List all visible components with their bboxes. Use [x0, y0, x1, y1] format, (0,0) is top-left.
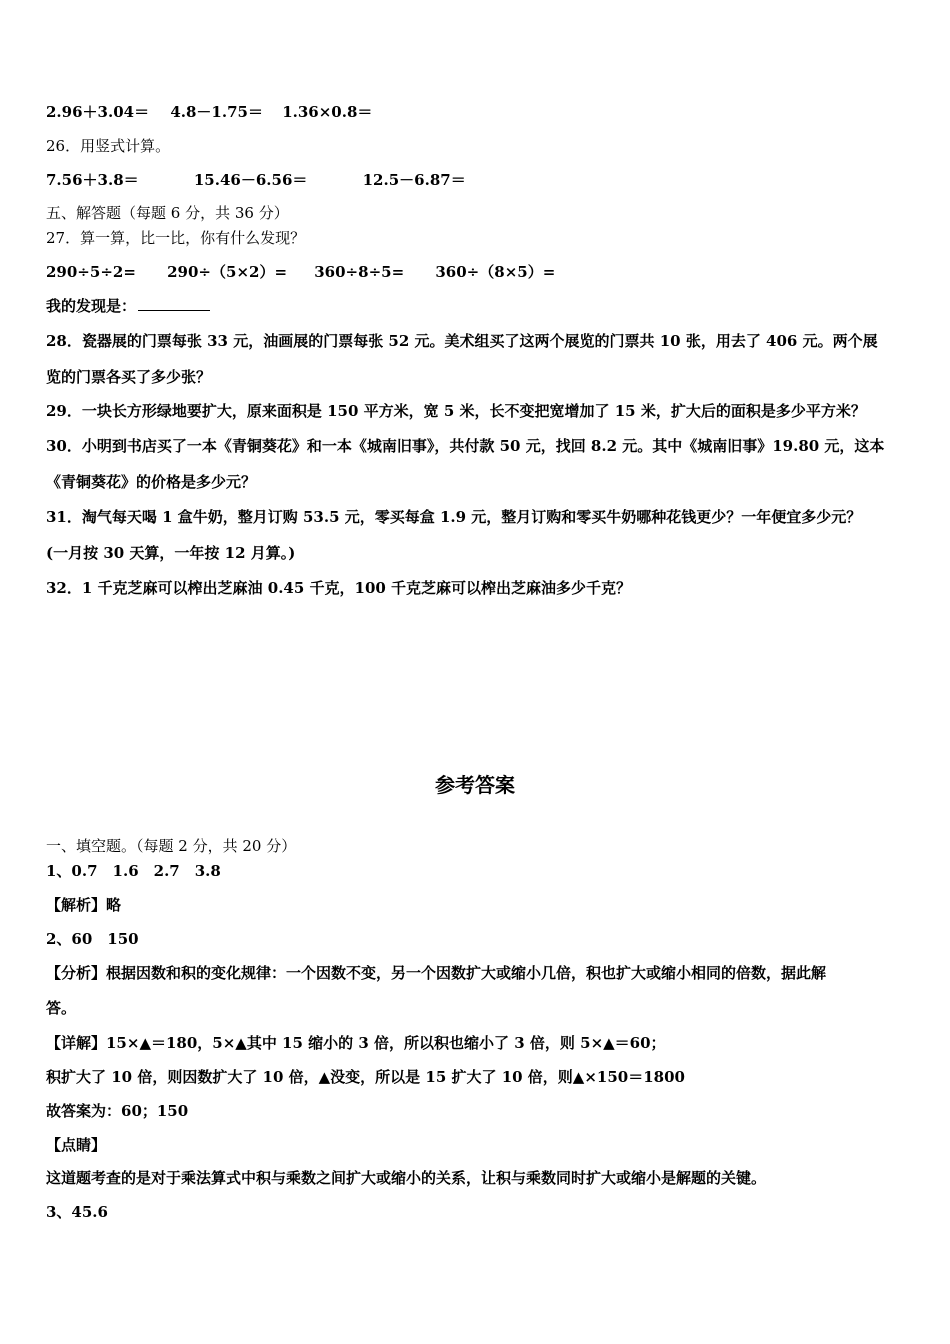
- answer-blank: [138, 296, 210, 311]
- expr: 290÷（5×2）=: [167, 263, 288, 281]
- answer-1-note: 【解析】略: [46, 896, 122, 914]
- expr-row-2: [46, 170, 466, 190]
- expr: 290÷5÷2=: [46, 263, 136, 281]
- answer-2-analysis-line-2: 答。: [46, 999, 77, 1017]
- expr: 15.46－6.56＝: [193, 171, 308, 189]
- answer-2-tip-label: 【点睛】: [46, 1136, 107, 1154]
- question-30-line-1: 30．小明到书店买了一本《青铜葵花》和一本《城南旧事》，共付款 50 元，找回 8.2 元。其中《城南旧事》19.80 元，这本: [46, 437, 885, 455]
- question-31-line-2: (一月按 30 天算，一年按 12 月算。): [46, 544, 296, 562]
- answer-2-detail-line-1: 【详解】15×▲＝180，5×▲其中 15 缩小的 3 倍，所以积也缩小了 3 倍，则 5×▲＝60；: [46, 1034, 666, 1052]
- answer-2: 2、60 150: [46, 930, 139, 948]
- answer-3: 3、45.6: [46, 1203, 108, 1221]
- answer-1: 1、0.7 1.6 2.7 3.8: [46, 862, 221, 880]
- answer-2-tip-text: 这道题考查的是对于乘法算式中积与乘数之间扩大或缩小的关系，让积与乘数同时扩大或缩小是解题的关键。: [46, 1169, 767, 1187]
- answers-title: 参考答案: [435, 773, 515, 797]
- question-28-line-1: 28．瓷器展的门票每张 33 元，油画展的门票每张 52 元。美术组买了这两个展览的门票共 10 张，用去了 406 元。两个展: [46, 332, 878, 350]
- expr: 4.8－1.75＝: [170, 103, 263, 121]
- question-32: 32．1 千克芝麻可以榨出芝麻油 0.45 千克，100 千克芝麻可以榨出芝麻油多少千克？: [46, 579, 632, 597]
- question-28-line-2: 览的门票各买了多少张？: [46, 368, 212, 386]
- question-29: 29．一块长方形绿地要扩大，原来面积是 150 平方米，宽 5 米，长不变把宽增加了 15 米，扩大后的面积是多少平方米？: [46, 402, 866, 420]
- finding-line: [46, 296, 210, 316]
- question-26: 26．用竖式计算。: [46, 137, 171, 155]
- answer-2-analysis-line-1: 【分析】根据因数和积的变化规律：一个因数不变，另一个因数扩大或缩小几倍，积也扩大或缩小相同的倍数，据此解: [46, 964, 827, 982]
- expr: 2.96＋3.04＝: [46, 103, 150, 121]
- question-27: 27．算一算，比一比，你有什么发现？: [46, 229, 306, 247]
- answer-2-final: 故答案为：60；150: [46, 1102, 189, 1120]
- expr: 1.36×0.8＝: [282, 103, 373, 121]
- answer-2-detail-line-2: 积扩大了 10 倍，则因数扩大了 10 倍，▲没变，所以是 15 扩大了 10 倍，则▲×150＝1800: [46, 1068, 685, 1086]
- question-31-line-1: 31．淘气每天喝 1 盒牛奶，整月订购 53.5 元，零买每盒 1.9 元，整月订购和零买牛奶哪种花钱更少？一年便宜多少元？: [46, 508, 862, 526]
- expr: 12.5－6.87＝: [362, 171, 466, 189]
- expr: 360÷（8×5）=: [435, 263, 556, 281]
- section-5-heading: 五、解答题（每题 6 分，共 36 分）: [46, 204, 289, 222]
- expr-row-3: [46, 262, 555, 282]
- answers-section-1-heading: 一、填空题。（每题 2 分，共 20 分）: [46, 837, 297, 855]
- expr: 7.56＋3.8＝: [46, 171, 139, 189]
- expr-row-1: [46, 102, 372, 122]
- question-30-line-2: 《青铜葵花》的价格是多少元？: [46, 473, 257, 491]
- expr: 360÷8÷5=: [314, 263, 405, 281]
- finding-label: 我的发现是：: [46, 297, 137, 315]
